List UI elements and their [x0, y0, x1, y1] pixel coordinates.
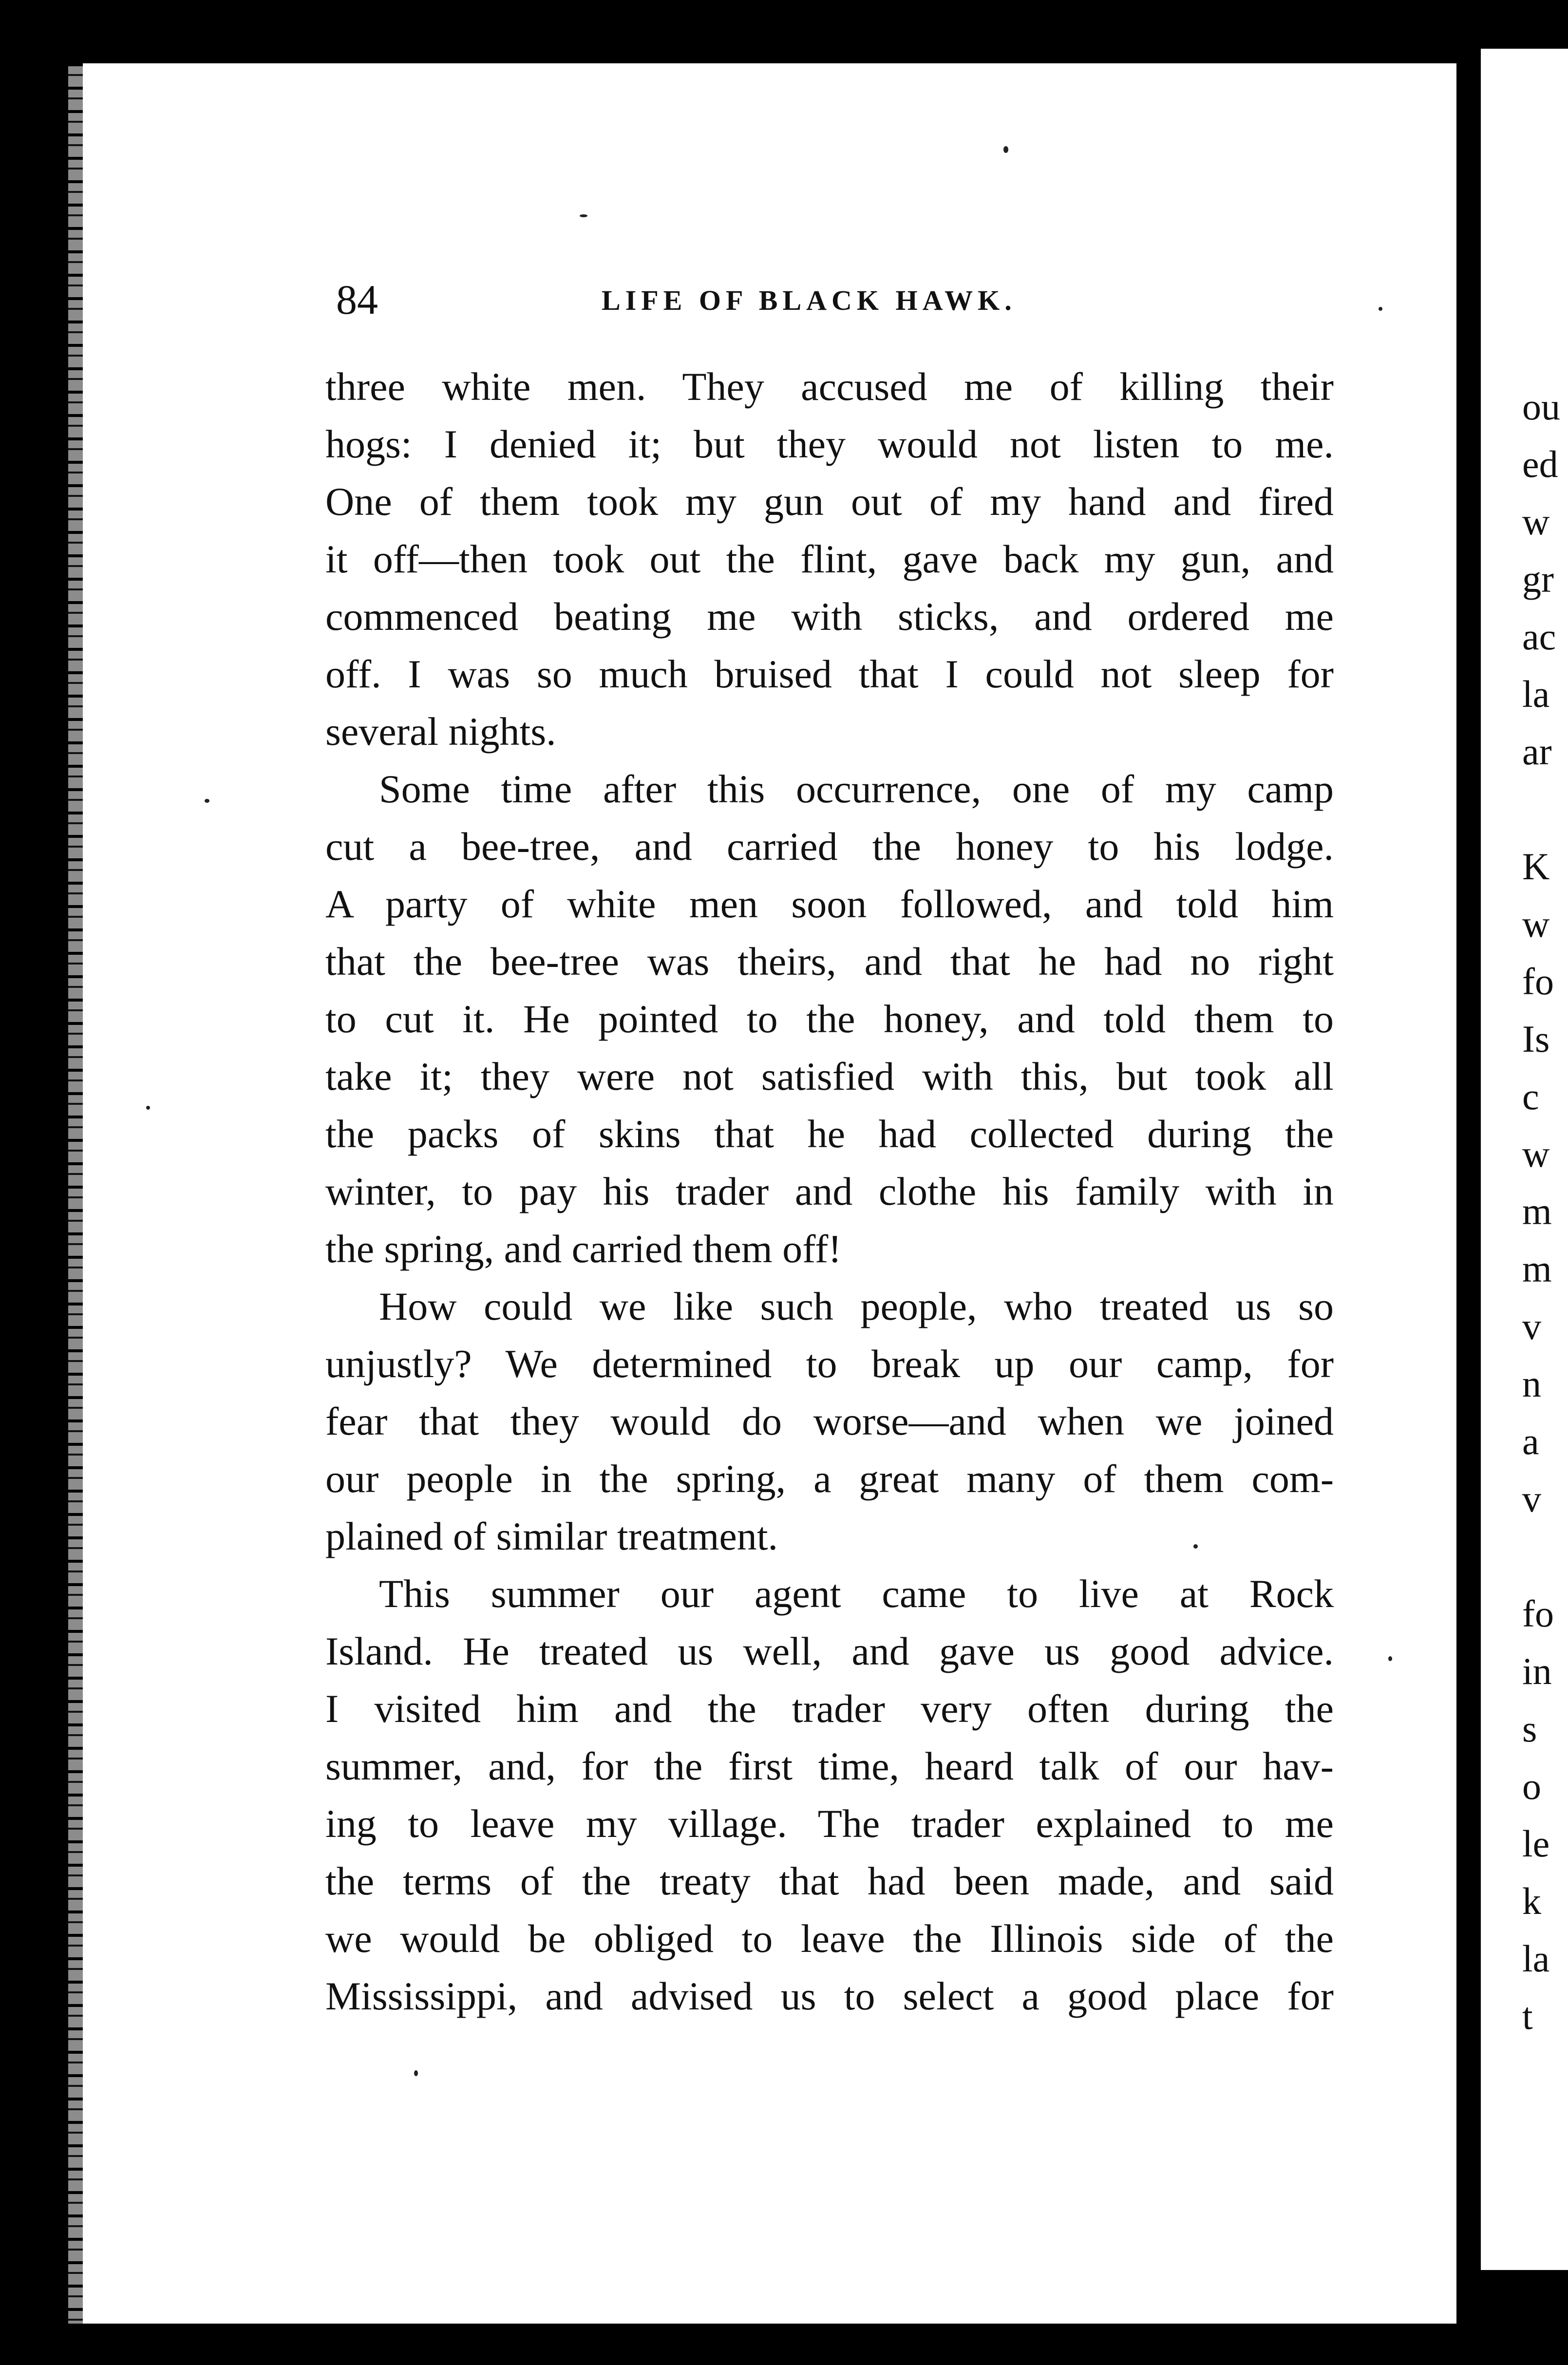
text-line: Island. He treated us well, and gave us good advice.: [325, 1629, 1334, 1673]
text-line: plained of similar treatment.: [325, 1514, 778, 1558]
text-line: the packs of skins that he had collected during the: [325, 1112, 1334, 1156]
page-gutter: [1461, 0, 1481, 2365]
page-header: [336, 275, 1349, 329]
paper-speck: [1003, 146, 1008, 153]
text-line: that the bee-tree was theirs, and that he had no right: [325, 939, 1334, 984]
fragment: la: [1522, 1937, 1550, 1980]
fragment: o: [1522, 1765, 1541, 1807]
paper-speck: [146, 1106, 150, 1110]
text-line: the terms of the treaty that had been made, and said: [325, 1859, 1334, 1903]
fragment: w: [1522, 500, 1550, 543]
fragment: a: [1522, 1420, 1539, 1462]
text-line: unjustly? We determined to break up our camp, for: [325, 1342, 1334, 1386]
text-line: our people in the spring, a great many of them com-: [325, 1457, 1334, 1501]
text-line: three white men. They accused me of killing their: [325, 364, 1334, 409]
fragment: le: [1522, 1822, 1550, 1865]
fragment: gr: [1522, 558, 1554, 600]
fragment: ac: [1522, 615, 1556, 658]
paper-speck: [580, 214, 587, 217]
text-line: winter, to pay his trader and clothe his family with in: [325, 1169, 1334, 1213]
fragment: c: [1522, 1075, 1539, 1117]
text-line: Mississippi, and advised us to select a good place for: [325, 1974, 1334, 2018]
text-line: I visited him and the trader very often during the: [325, 1686, 1334, 1731]
text-line: off. I was so much bruised that I could not sleep for: [325, 652, 1334, 696]
body-text: [325, 358, 1334, 2025]
fragment: w: [1522, 903, 1550, 945]
fragment: v: [1522, 1305, 1541, 1347]
text-line: ing to leave my village. The trader explained to me: [325, 1801, 1334, 1846]
fragment: fo: [1522, 960, 1554, 1003]
fragment: m: [1522, 1248, 1552, 1290]
paper-speck: [1388, 1656, 1392, 1661]
fragment: s: [1522, 1707, 1537, 1750]
running-title: LIFE OF BLACK HAWK.: [602, 284, 1017, 316]
fragment: n: [1522, 1362, 1541, 1405]
fragment: la: [1522, 673, 1550, 715]
text-line: One of them took my gun out of my hand and fired: [325, 479, 1334, 524]
paper-speck: [1379, 307, 1382, 311]
text-line: How could we like such people, who treated us so: [379, 1284, 1334, 1328]
text-line: fear that they would do worse—and when we joined: [325, 1399, 1334, 1443]
paper-speck: [205, 799, 209, 803]
fragment: in: [1522, 1650, 1552, 1692]
text-line: commenced beating me with sticks, and ordered me: [325, 594, 1334, 639]
text-line: cut a bee-tree, and carried the honey to his lodge.: [325, 824, 1334, 869]
fragment: v: [1522, 1477, 1541, 1520]
paper-speck: [414, 2070, 418, 2076]
fragment: K: [1522, 845, 1550, 888]
text-line: A party of white men soon followed, and told him: [325, 882, 1334, 926]
adjacent-page-fragment: [1481, 49, 1568, 2270]
fragment: m: [1522, 1190, 1552, 1232]
fragment: Is: [1522, 1018, 1550, 1060]
page-number: 84: [336, 276, 378, 323]
fragment: k: [1522, 1880, 1541, 1922]
text-line: take it; they were not satisfied with this, but took all: [325, 1054, 1334, 1098]
fragment: fo: [1522, 1592, 1554, 1635]
text-line: to cut it. He pointed to the honey, and told them to: [325, 997, 1334, 1041]
text-line: This summer our agent came to live at Rock: [379, 1571, 1334, 1616]
paper-speck: [1193, 1544, 1198, 1549]
text-line: several nights.: [325, 709, 556, 754]
fragment: ed: [1522, 443, 1558, 485]
fragment: w: [1522, 1133, 1550, 1175]
text-line: we would be obliged to leave the Illinois side of the: [325, 1916, 1334, 1961]
fragment: ar: [1522, 730, 1552, 773]
fragment: t: [1522, 1995, 1533, 2037]
text-line: Some time after this occurrence, one of my camp: [379, 767, 1334, 811]
text-line: summer, and, for the first time, heard talk of our hav-: [325, 1744, 1334, 1788]
fragment: ou: [1522, 385, 1560, 428]
text-line: hogs: I denied it; but they would not listen to me.: [325, 422, 1334, 466]
text-line: the spring, and carried them off!: [325, 1227, 842, 1271]
text-line: it off—then took out the flint, gave back my gun, and: [325, 537, 1334, 581]
